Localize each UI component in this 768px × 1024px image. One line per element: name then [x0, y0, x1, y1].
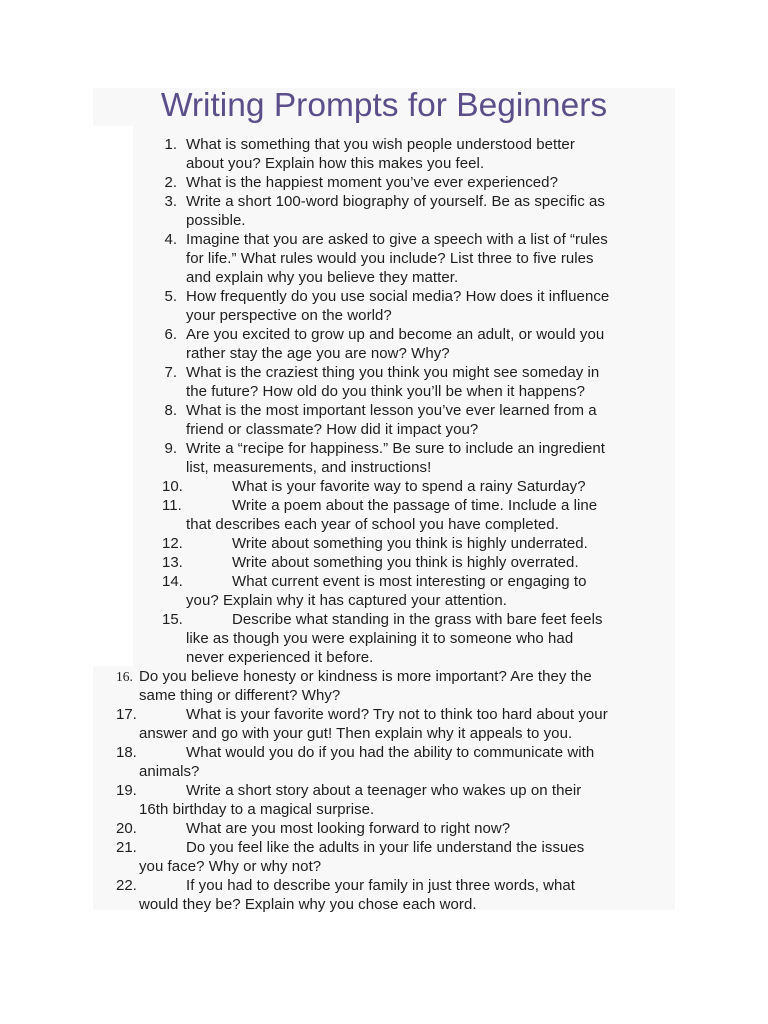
- prompt-text-line: never experienced it before.: [186, 649, 374, 666]
- prompt-text-line: What current event is most interesting or engaging to: [232, 573, 587, 590]
- prompt-number: 21.: [116, 839, 137, 856]
- prompt-text-line: about you? Explain how this makes you feel.: [186, 155, 485, 172]
- prompt-number: 8.: [164, 402, 177, 419]
- prompt-number: 1.: [164, 136, 177, 153]
- prompt-text-line: the future? How old do you think you’ll be when it happens?: [186, 383, 586, 400]
- prompt-text-line: What would you do if you had the ability to communicate with: [186, 744, 595, 761]
- prompt-text-line: Describe what standing in the grass with bare feet feels: [232, 611, 603, 628]
- prompt-number: 9.: [164, 440, 177, 457]
- prompt-number: 6.: [164, 326, 177, 343]
- prompt-text-line: What is your favorite word? Try not to think too hard about your: [186, 706, 608, 723]
- prompt-text-line: possible.: [186, 212, 246, 229]
- prompt-number: 20.: [116, 820, 137, 837]
- prompt-number: 3.: [164, 193, 177, 210]
- prompt-number: 10.: [162, 478, 183, 495]
- prompt-text-line: rather stay the age you are now? Why?: [186, 345, 450, 362]
- prompt-text-line: friend or classmate? How did it impact you?: [186, 421, 479, 438]
- prompt-text-line: What is the craziest thing you think you might see someday in: [186, 364, 600, 381]
- prompt-number: 7.: [164, 364, 177, 381]
- prompt-text-line: 16th birthday to a magical surprise.: [139, 801, 375, 818]
- prompt-text-line: What is the most important lesson you’ve ever learned from a: [186, 402, 597, 419]
- prompt-text-line: If you had to describe your family in just three words, what: [186, 877, 576, 894]
- prompt-text-line: your perspective on the world?: [186, 307, 392, 324]
- prompt-text-line: like as though you were explaining it to someone who had: [186, 630, 574, 647]
- prompt-text-line: Do you feel like the adults in your life understand the issues: [186, 839, 585, 856]
- prompt-number: 14.: [162, 573, 183, 590]
- prompt-text-line: Do you believe honesty or kindness is more important? Are they the: [139, 668, 592, 685]
- prompt-text-line: What is your favorite way to spend a rainy Saturday?: [232, 478, 586, 495]
- prompt-text-line: Write about something you think is highly underrated.: [232, 535, 588, 552]
- prompt-text-line: answer and go with your gut! Then explain why it appeals to you.: [139, 725, 573, 742]
- prompt-text-line: What is the happiest moment you’ve ever experienced?: [186, 174, 558, 191]
- prompt-number: 5.: [164, 288, 177, 305]
- prompt-number: 22.: [116, 877, 137, 894]
- prompt-text-line: that describes each year of school you have completed.: [186, 516, 559, 533]
- prompt-text-line: What are you most looking forward to right now?: [186, 820, 511, 837]
- prompt-text-line: Write about something you think is highly overrated.: [232, 554, 579, 571]
- prompt-number: 11.: [162, 497, 182, 514]
- prompt-text-line: you? Explain why it has captured your attention.: [186, 592, 507, 609]
- prompt-number: 15.: [162, 611, 183, 628]
- prompt-text-line: you face? Why or why not?: [139, 858, 322, 875]
- prompt-text-line: How frequently do you use social media? How does it influence: [186, 288, 610, 305]
- prompt-number: 4.: [164, 231, 177, 248]
- prompt-number: 19.: [116, 782, 137, 799]
- prompt-text-line: What is something that you wish people understood better: [186, 136, 575, 153]
- prompt-text-line: list, measurements, and instructions!: [186, 459, 432, 476]
- prompt-text-line: would they be? Explain why you chose each word.: [139, 896, 477, 913]
- prompt-text-line: Write a poem about the passage of time. Include a line: [232, 497, 598, 514]
- prompt-number: 12.: [162, 535, 183, 552]
- prompt-text-line: Write a short 100-word biography of yourself. Be as specific as: [186, 193, 605, 210]
- prompt-text-line: for life.” What rules would you include? List three to five rules: [186, 250, 594, 267]
- prompt-number: 16.: [116, 669, 133, 684]
- prompt-text-line: animals?: [139, 763, 200, 780]
- prompt-text-line: Write a short story about a teenager who wakes up on their: [186, 782, 582, 799]
- prompt-number: 17.: [116, 706, 137, 723]
- prompt-text-line: same thing or different? Why?: [139, 687, 341, 704]
- document-title: Writing Prompts for Beginners: [160, 87, 608, 124]
- prompt-number: 18.: [116, 744, 137, 761]
- prompt-number: 13.: [162, 554, 183, 571]
- prompt-text-line: Write a “recipe for happiness.” Be sure to include an ingredient: [186, 440, 605, 457]
- prompt-text-line: Imagine that you are asked to give a speech with a list of “rules: [186, 231, 608, 248]
- prompt-text-line: and explain why you believe they matter.: [186, 269, 459, 286]
- prompt-number: 2.: [164, 174, 177, 191]
- page-margin: [93, 126, 133, 666]
- prompt-text-line: Are you excited to grow up and become an adult, or would you: [186, 326, 605, 343]
